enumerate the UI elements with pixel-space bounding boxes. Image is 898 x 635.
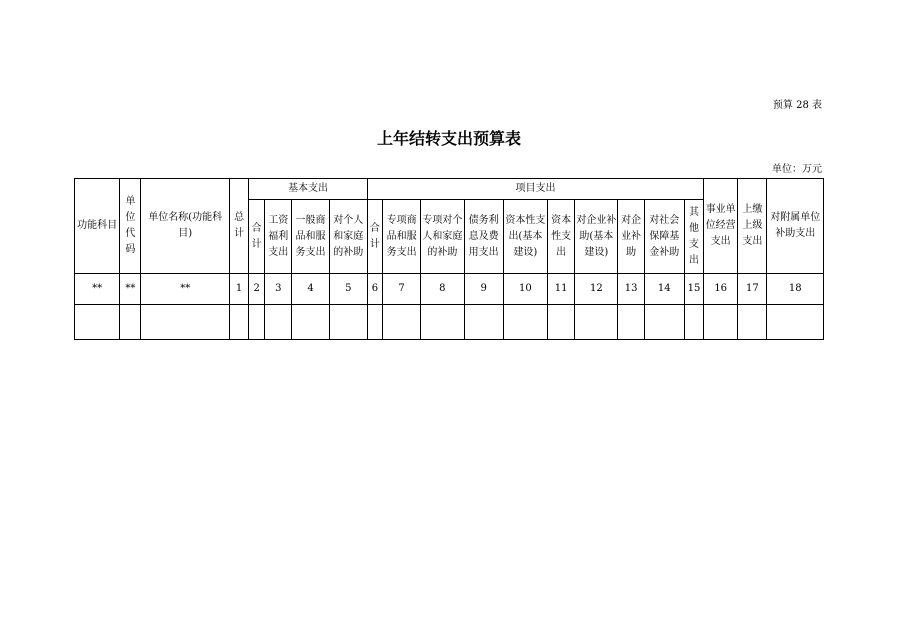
header-unit-name: 单位名称(功能科目) — [141, 179, 230, 274]
index-cell: 15 — [684, 274, 703, 305]
header-remit-upper: 上缴上级支出 — [738, 179, 767, 274]
header-wages: 工资福利支出 — [265, 200, 292, 274]
header-special-household: 专项对个人和家庭的补助 — [421, 200, 464, 274]
header-enterprise-construction: 对企业补助(基本建设) — [575, 200, 618, 274]
header-household-subsidy: 对个人和家庭的补助 — [329, 200, 367, 274]
data-cell — [329, 305, 367, 340]
table-row — [75, 305, 824, 340]
index-cell: 16 — [704, 274, 738, 305]
data-cell — [644, 305, 684, 340]
data-cell — [249, 305, 265, 340]
index-cell: 3 — [265, 274, 292, 305]
data-cell — [618, 305, 644, 340]
data-cell — [464, 305, 503, 340]
header-basic-group: 基本支出 — [249, 179, 368, 200]
data-cell — [767, 305, 824, 340]
data-cell — [292, 305, 329, 340]
data-cell — [382, 305, 420, 340]
header-capital: 资本性支出 — [548, 200, 575, 274]
data-cell — [548, 305, 575, 340]
data-cell — [120, 305, 141, 340]
index-cell: ** — [75, 274, 120, 305]
data-cell — [230, 305, 249, 340]
header-enterprise-subsidy: 对企业补助 — [618, 200, 644, 274]
data-cell — [75, 305, 120, 340]
index-cell: 4 — [292, 274, 329, 305]
index-cell: 7 — [382, 274, 420, 305]
page-title: 上年结转支出预算表 — [376, 129, 521, 148]
index-cell: 11 — [548, 274, 575, 305]
header-project-group: 项目支出 — [367, 179, 703, 200]
header-social-security: 对社会保障基金补助 — [644, 200, 684, 274]
index-cell: 14 — [644, 274, 684, 305]
data-cell — [367, 305, 382, 340]
header-row-groups — [75, 179, 824, 200]
data-cell — [684, 305, 703, 340]
header-special-goods: 专项商品和服务支出 — [382, 200, 420, 274]
index-cell: 5 — [329, 274, 367, 305]
index-cell: 8 — [421, 274, 464, 305]
index-row — [75, 274, 824, 305]
header-other: 其他支出 — [684, 200, 703, 274]
header-total: 总计 — [230, 179, 249, 274]
data-cell — [265, 305, 292, 340]
index-cell: 18 — [767, 274, 824, 305]
header-func-subject: 功能科目 — [75, 179, 120, 274]
index-cell: ** — [141, 274, 230, 305]
index-cell: 1 — [230, 274, 249, 305]
index-cell: 13 — [618, 274, 644, 305]
data-cell — [575, 305, 618, 340]
data-cell — [141, 305, 230, 340]
table-number: 预算 28 表 — [772, 100, 822, 111]
header-debt-interest: 债务利息及费用支出 — [464, 200, 503, 274]
index-cell: 17 — [738, 274, 767, 305]
index-cell: 10 — [503, 274, 547, 305]
header-affiliated-subsidy: 对附属单位补助支出 — [767, 179, 824, 274]
index-cell: 12 — [575, 274, 618, 305]
data-cell — [503, 305, 547, 340]
header-project-total: 合计 — [367, 200, 382, 274]
data-cell — [738, 305, 767, 340]
header-business-operation: 事业单位经营支出 — [704, 179, 738, 274]
unit-label: 单位：万元 — [772, 164, 822, 175]
index-cell: 9 — [464, 274, 503, 305]
header-goods-services: 一般商品和服务支出 — [292, 200, 329, 274]
index-cell: 2 — [249, 274, 265, 305]
index-cell: 6 — [367, 274, 382, 305]
data-cell — [421, 305, 464, 340]
budget-table — [74, 178, 824, 340]
header-unit-code: 单位代码 — [120, 179, 141, 274]
data-cell — [704, 305, 738, 340]
header-basic-total: 合计 — [249, 200, 265, 274]
header-capital-construction: 资本性支出(基本建设) — [503, 200, 547, 274]
index-cell: ** — [120, 274, 141, 305]
